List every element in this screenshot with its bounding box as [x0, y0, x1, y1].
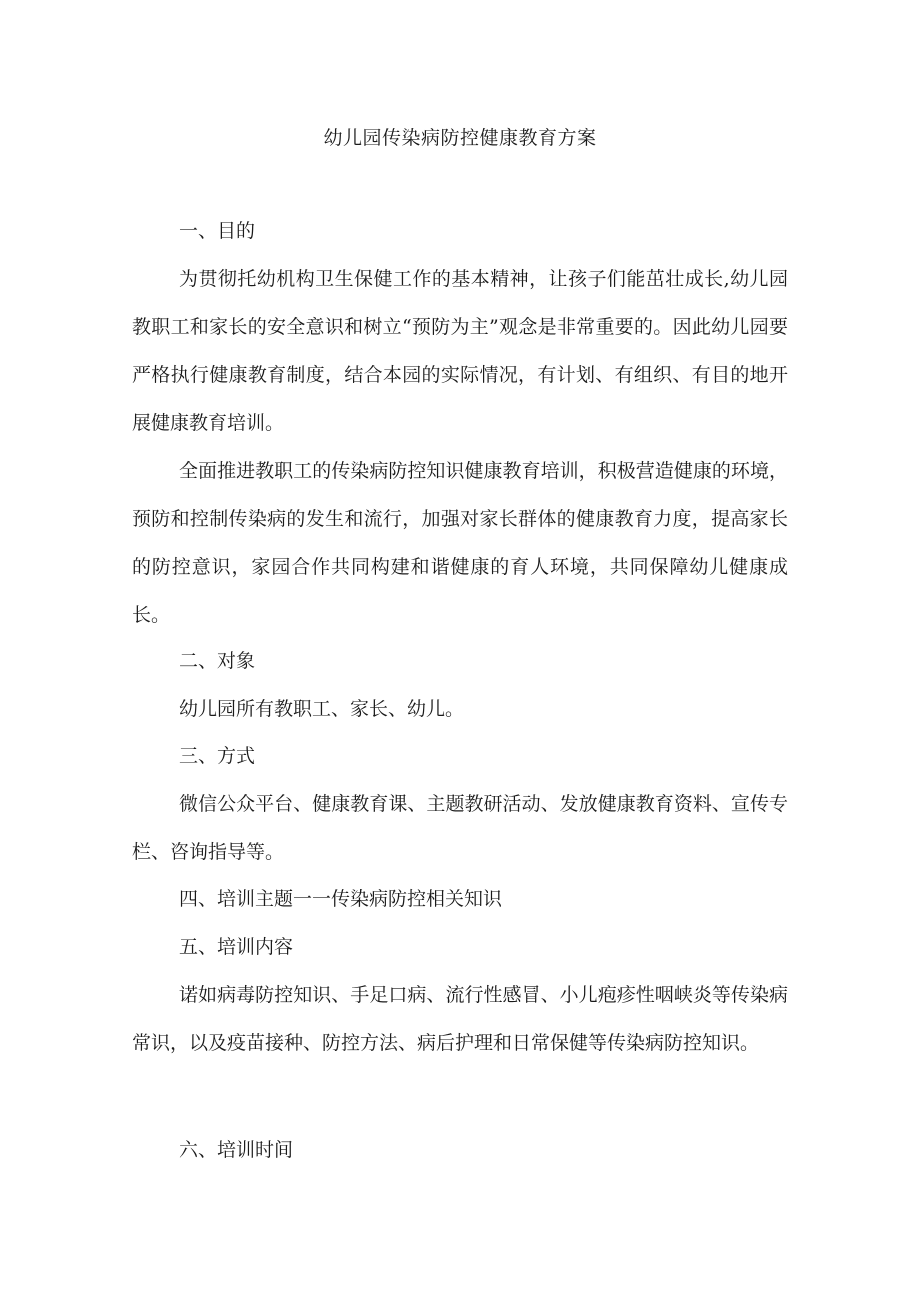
- document-title: 幼儿园传染病防控健康教育方案: [323, 127, 597, 149]
- section-heading-topic: 四、培训主题一一传染病防控相关知识: [179, 888, 503, 910]
- section-heading-time: 六、培训时间: [179, 1139, 294, 1161]
- section-heading-content: 五、培训内容: [179, 936, 294, 958]
- purpose-paragraph-1: 为贯彻托幼机构卫生保健工作的基本精神，让孩子们能茁壮成长,幼儿园教职工和家长的安全意识和树立“预防为主”观念是非常重要的。因此幼儿园要严格执行健康教育制度，结合本园的实际情况，有计划、有组织、有目的地开展健康教育培训。: [132, 268, 788, 434]
- method-paragraph: 微信公众平台、健康教育课、主题教研活动、发放健康教育资料、宣传专栏、咨询指导等。: [132, 793, 788, 863]
- content-paragraph: 诺如病毒防控知识、手足口病、流行性感冒、小儿疱疹性咽峡炎等传染病常识，以及疫苗接种、防控方法、病后护理和日常保健等传染病防控知识。: [132, 984, 788, 1054]
- section-heading-method: 三、方式: [179, 745, 256, 767]
- section-heading-audience: 二、对象: [179, 650, 256, 672]
- purpose-paragraph-2: 全面推进教职工的传染病防控知识健康教育培训，积极营造健康的环境，预防和控制传染病的发生和流行，加强对家长群体的健康教育力度，提高家长的防控意识，家园合作共同构建和谐健康的育人环境，共同保障幼儿健康成长。: [132, 460, 788, 626]
- section-heading-purpose: 一、目的: [179, 220, 256, 242]
- audience-paragraph: 幼儿园所有教职工、家长、幼儿。: [179, 698, 465, 720]
